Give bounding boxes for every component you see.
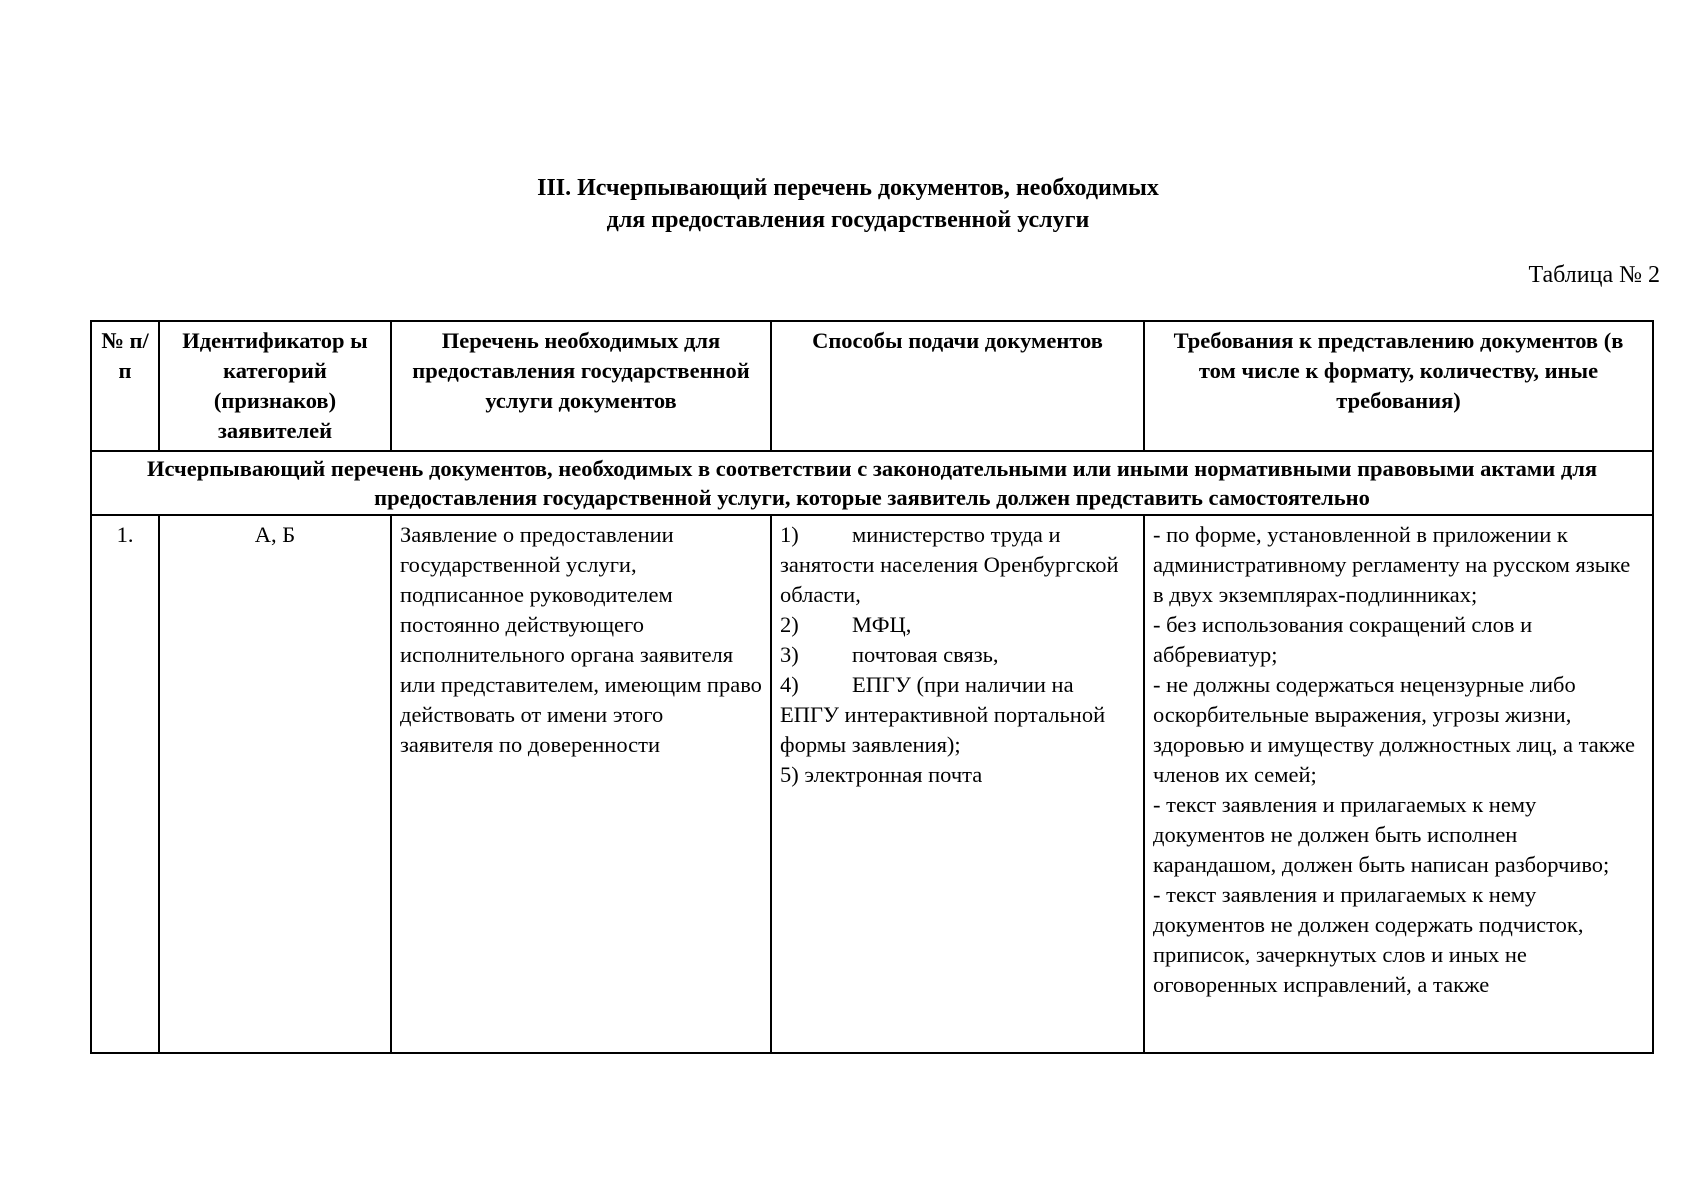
method-text: 5) электронная почта	[780, 762, 983, 787]
row-identifiers: А, Б	[159, 515, 391, 1053]
requirement-item: - по форме, установленной в приложении к административному регламенту на русском языке в двух экземплярах-подлинниках;	[1153, 522, 1631, 607]
method-text: министерство труда и занятости населения Оренбургской области,	[780, 522, 1119, 607]
method-text: МФЦ,	[852, 612, 912, 637]
requirement-item: - текст заявления и прилагаемых к нему документов не должен содержать подчисток, приписок, зачеркнутых слов и иных не оговоренных исправлений, а также	[1153, 882, 1584, 997]
method-item	[780, 670, 1135, 760]
method-number: 2)	[780, 612, 799, 637]
table-row	[91, 515, 1653, 1053]
header-number: № п/п	[91, 321, 159, 451]
method-item	[780, 520, 1135, 610]
header-submission-methods: Способы подачи документов	[771, 321, 1144, 451]
requirements-list	[1153, 520, 1644, 1048]
method-number: 4)	[780, 672, 799, 697]
requirement-item: - без использования сокращений слов и аббревиатур;	[1153, 612, 1533, 667]
table-header-row	[91, 321, 1653, 451]
method-number: 3)	[780, 642, 799, 667]
method-item	[780, 610, 1135, 640]
row-number: 1.	[91, 515, 159, 1053]
section-title: Исчерпывающий перечень документов, необходимых в соответствии с законодательными или иными нормативными правовыми актами для предоставления государственной услуги, которые заявитель должен представить самостоятельно	[91, 451, 1653, 515]
header-requirements: Требования к представлению документов (в том числе к формату, количеству, иные требования)	[1144, 321, 1653, 451]
method-item	[780, 760, 1135, 790]
heading-line-2: для предоставления государственной услуги	[606, 207, 1090, 233]
method-number: 1)	[780, 522, 799, 547]
documents-table	[90, 320, 1654, 1054]
requirement-item: - текст заявления и прилагаемых к нему документов не должен быть исполнен карандашом, должен быть написан разборчиво;	[1153, 792, 1610, 877]
row-document: Заявление о предоставлении государственной услуги, подписанное руководителем постоянно действующего исполнительного органа заявителя или представителем, имеющим право действовать от имени этого заявителя по доверенности	[391, 515, 771, 1053]
header-documents: Перечень необходимых для предоставления государственной услуги документов	[391, 321, 771, 451]
header-identifiers: Идентификатор ы категорий (признаков) заявителей	[159, 321, 391, 451]
section-heading	[0, 172, 1696, 236]
heading-line-1: III. Исчерпывающий перечень документов, необходимых	[537, 175, 1159, 201]
method-item	[780, 640, 1135, 670]
table-label: Таблица № 2	[1528, 262, 1660, 288]
requirement-item: - не должны содержаться нецензурные либо оскорбительные выражения, угрозы жизни, здоровью и имуществу должностных лиц, а также членов их семей;	[1153, 672, 1635, 787]
row-requirements	[1144, 515, 1653, 1053]
table-section-row	[91, 451, 1653, 515]
method-text: почтовая связь,	[852, 642, 999, 667]
method-text: ЕПГУ (при наличии на ЕПГУ интерактивной портальной формы заявления);	[780, 672, 1106, 757]
row-methods	[771, 515, 1144, 1053]
